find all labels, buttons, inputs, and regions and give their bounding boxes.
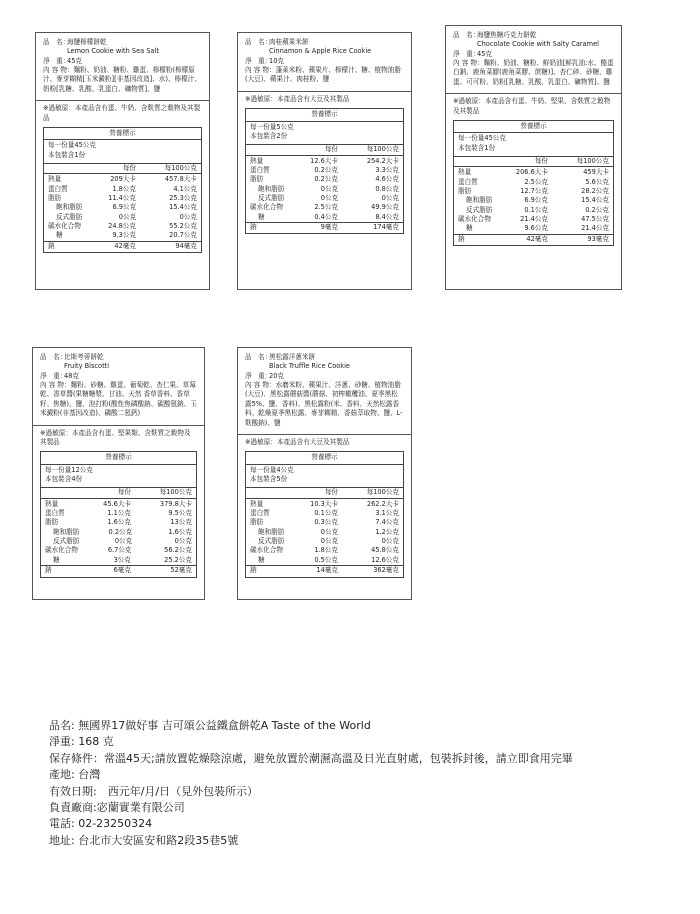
field-label: ※過敏原： xyxy=(245,94,277,103)
field-label: 淨 重： xyxy=(43,56,70,65)
field-label: 品 名： xyxy=(43,38,70,46)
nutrition-row xyxy=(246,194,403,203)
nutrition-row xyxy=(454,196,613,205)
nutrition-header xyxy=(41,488,196,498)
nutrition-table xyxy=(40,451,197,577)
nutrient-name: 熱量 xyxy=(48,175,62,184)
nutrition-row xyxy=(246,500,403,509)
field-label: 淨 重： xyxy=(245,371,272,380)
nutrition-title: 營養標示 xyxy=(44,128,201,140)
per-serving-value: 0.3公克 xyxy=(314,518,338,527)
nutrient-name: 飽和脂肪 xyxy=(56,203,83,212)
product-name-en: Chocolate Cookie with Salty Caramel xyxy=(477,40,599,49)
nutrient-name: 糖 xyxy=(258,555,265,564)
nutrition-row xyxy=(246,166,403,175)
nutrition-title: 營養標示 xyxy=(246,109,403,121)
footer-company: 負責廠商:宓蘭實業有限公司 xyxy=(49,801,185,815)
ingredients xyxy=(40,381,197,418)
nutrition-table xyxy=(43,127,202,253)
field-label: 內 容 物： xyxy=(245,66,276,75)
nutrient-name: 蛋白質 xyxy=(48,184,68,193)
nutrient-name: 脂肪 xyxy=(45,518,59,527)
per-serving-value: 11.4公克 xyxy=(108,194,136,203)
serving-info xyxy=(246,122,403,146)
nutrition-header xyxy=(246,488,403,498)
nutrition-row xyxy=(454,206,613,215)
ingredients xyxy=(245,381,404,428)
product-name-zh: 黑松露洋蔥米餅 xyxy=(269,353,316,361)
nutrient-name: 蛋白質 xyxy=(45,509,65,518)
nutrient-name: 熱量 xyxy=(458,168,472,177)
per-100g-value: 4.1公克 xyxy=(173,184,197,193)
nutrition-header xyxy=(454,157,613,167)
per-100g-value: 4.6公克 xyxy=(375,175,399,184)
nutrition-row xyxy=(246,213,403,222)
field-label: 淨 重： xyxy=(40,371,67,380)
per-serving-value: 9毫克 xyxy=(320,223,338,232)
nutrient-name: 熱量 xyxy=(250,156,264,165)
net-weight-row xyxy=(245,372,404,381)
serving-info xyxy=(454,133,613,157)
serving-size: 每一份量12公克 xyxy=(45,465,93,474)
footer-address: 地址: 台北市大安區安和路2段35巷5號 xyxy=(49,833,239,847)
servings-per-package: 本包裝含1份 xyxy=(458,143,496,152)
nutrient-name: 熱量 xyxy=(45,499,59,508)
per-100g-value: 0.8公克 xyxy=(375,184,399,193)
per-100g-value: 47.5公克 xyxy=(581,215,609,224)
per-serving-value: 209大卡 xyxy=(110,175,136,184)
per-serving-value: 3公克 xyxy=(113,555,131,564)
nutrient-name: 脂肪 xyxy=(250,518,264,527)
field-label: 品 名： xyxy=(245,38,272,46)
nutrient-name: 反式脂肪 xyxy=(53,537,80,546)
nutrition-rows xyxy=(246,156,403,234)
product-label-5 xyxy=(237,347,412,600)
ingredients-text: 麵粉、奶油、糖粉、鮮奶油[鮮乳油:水、酪蛋白鈉、鹿角菜膠(鹿角菜膠、蔗糖)]、杏仁碎、砂糖、雞蛋、可可粉、奶粉[乳糖、乳酸、乳蛋白、礦物質]、鹽 xyxy=(453,59,614,86)
per-serving-value: 6.9公克 xyxy=(112,203,137,212)
nutrition-row xyxy=(41,528,196,537)
per-serving-value: 42毫克 xyxy=(114,241,136,250)
nutrient-name: 糖 xyxy=(258,212,265,221)
nutrition-row xyxy=(246,222,403,232)
per-serving-header: 每份 xyxy=(122,163,136,172)
per-serving-value: 6.9公克 xyxy=(524,196,548,205)
nutrient-name: 碳水化合物 xyxy=(458,215,491,224)
nutrition-title: 營養標示 xyxy=(246,452,403,464)
per-100g-value: 174毫克 xyxy=(373,223,399,232)
product-name-en: Black Truffle Rice Cookie xyxy=(269,362,350,371)
per-100g-value: 15.4公克 xyxy=(581,196,609,205)
nutrient-name: 糖 xyxy=(466,224,473,233)
nutrition-row xyxy=(41,500,196,509)
net-weight: 10克 xyxy=(269,56,284,65)
per-serving-value: 0公克 xyxy=(118,212,137,221)
nutrition-row xyxy=(246,546,403,555)
per-100g-header: 每100公克 xyxy=(366,488,399,497)
per-100g-value: 20.7公克 xyxy=(169,231,197,240)
footer-storage: 保存條件：常溫45天;請放置乾燥陰涼處，避免放置於潮濕高溫及日光直射處，包裝拆封後，請立即食用完畢 xyxy=(49,751,573,765)
nutrition-row xyxy=(246,509,403,518)
per-100g-header: 每100公克 xyxy=(159,488,192,497)
nutrition-rows xyxy=(246,499,403,577)
net-weight: 48克 xyxy=(64,371,79,380)
nutrient-name: 糖 xyxy=(56,231,63,240)
per-serving-value: 0公克 xyxy=(320,537,339,546)
footer-phone: 電話: 02-23250324 xyxy=(49,817,153,831)
per-serving-value: 0.1公克 xyxy=(314,509,338,518)
product-name-row xyxy=(40,353,197,362)
allergen-text: 本產品含有蛋、牛奶、含麩質之穀物及其製品 xyxy=(43,104,201,122)
per-100g-value: 3.1公克 xyxy=(375,509,399,518)
field-label: 內 容 物： xyxy=(40,381,71,390)
nutrition-header xyxy=(44,164,201,174)
per-serving-header: 每份 xyxy=(534,156,548,165)
net-weight: 45克 xyxy=(67,56,82,65)
nutrition-row xyxy=(44,241,201,251)
per-serving-header: 每份 xyxy=(324,488,338,497)
allergen-warning xyxy=(245,95,404,104)
nutrient-name: 碳水化合物 xyxy=(250,546,283,555)
nutrient-name: 脂肪 xyxy=(48,194,62,203)
nutrient-name: 蛋白質 xyxy=(250,509,270,518)
per-serving-value: 0.4公克 xyxy=(314,212,338,221)
nutrition-row xyxy=(246,565,403,575)
nutrient-name: 蛋白質 xyxy=(458,177,478,186)
per-100g-value: 5.6公克 xyxy=(585,177,609,186)
serving-size: 每一份量4公克 xyxy=(250,465,294,474)
per-serving-value: 2.5公克 xyxy=(524,177,548,186)
servings-per-package: 本包裝含5份 xyxy=(250,474,288,483)
divider xyxy=(238,91,411,92)
per-serving-value: 10.3大卡 xyxy=(310,499,338,508)
field-label: 品 名： xyxy=(453,31,480,39)
nutrition-row xyxy=(41,556,196,565)
nutrient-name: 鈉 xyxy=(45,566,52,575)
field-label: 淨 重： xyxy=(453,49,480,58)
per-100g-value: 25.3公克 xyxy=(169,194,197,203)
per-100g-value: 262.2大卡 xyxy=(366,499,399,508)
nutrient-name: 鈉 xyxy=(48,241,55,250)
per-100g-value: 0公克 xyxy=(381,194,399,203)
per-serving-value: 0公克 xyxy=(320,184,339,193)
nutrient-name: 鈉 xyxy=(458,234,465,243)
per-100g-value: 21.4公克 xyxy=(581,224,609,233)
nutrition-row xyxy=(246,518,403,527)
allergen-warning xyxy=(40,429,197,448)
per-100g-value: 8.4公克 xyxy=(375,212,399,221)
per-100g-value: 9.5公克 xyxy=(168,509,192,518)
per-100g-value: 49.9公克 xyxy=(371,203,399,212)
nutrition-row xyxy=(44,194,201,203)
product-name-en: Cinnamon & Apple Rice Cookie xyxy=(269,47,372,56)
per-100g-value: 13公克 xyxy=(170,518,192,527)
field-label: 品 名： xyxy=(245,353,272,361)
allergen-warning xyxy=(453,97,614,116)
nutrition-row xyxy=(454,187,613,196)
nutrient-name: 反式脂肪 xyxy=(56,212,83,221)
nutrition-row xyxy=(41,546,196,555)
product-name-zh: 海鹽焦糖巧克力餅乾 xyxy=(477,31,537,39)
field-label: ※過敏原： xyxy=(453,97,485,106)
nutrition-row xyxy=(44,203,201,212)
ingredients xyxy=(453,59,614,87)
per-100g-value: 52毫克 xyxy=(170,566,192,575)
per-serving-value: 2.5公克 xyxy=(314,203,338,212)
nutrition-row xyxy=(246,203,403,212)
product-label-4 xyxy=(32,347,205,600)
field-label: ※過敏原： xyxy=(245,437,277,446)
nutrition-rows xyxy=(44,174,201,252)
ingredients-text: 蓬萊米粉、蘋果片、檸檬汁、糖、植物油脂(大豆)、蘋果汁、肉桂粉、鹽 xyxy=(245,66,401,84)
per-100g-header: 每100公克 xyxy=(576,156,609,165)
nutrient-name: 飽和脂肪 xyxy=(53,527,80,536)
per-100g-value: 1.6公克 xyxy=(168,527,192,536)
divider xyxy=(446,93,621,94)
per-serving-value: 1.6公克 xyxy=(107,518,131,527)
product-footer xyxy=(49,718,573,849)
per-100g-value: 28.2公克 xyxy=(581,187,609,196)
allergen-text: 本產品含有蛋、牛奶、堅果、含麩質之穀物及其製品 xyxy=(453,97,611,115)
nutrient-name: 反式脂肪 xyxy=(258,537,285,546)
nutrition-row xyxy=(41,518,196,527)
nutrition-row xyxy=(246,528,403,537)
per-100g-header: 每100公克 xyxy=(164,163,197,172)
per-100g-value: 254.2大卡 xyxy=(366,156,399,165)
footer-expiry: 有效日期: 西元年/月/日（見外包裝所示） xyxy=(49,784,259,798)
field-label: 內 容 物： xyxy=(453,59,484,68)
divider xyxy=(238,434,411,435)
product-name-row xyxy=(453,31,614,40)
servings-per-package: 本包裝含2份 xyxy=(250,131,288,140)
nutrient-name: 鈉 xyxy=(250,223,257,232)
nutrient-name: 鈉 xyxy=(250,566,257,575)
nutrition-rows xyxy=(41,499,196,577)
divider xyxy=(33,425,204,426)
footer-origin: 產地: 台灣 xyxy=(49,768,101,782)
per-100g-value: 56.2公克 xyxy=(164,546,192,555)
serving-info xyxy=(246,465,403,489)
product-name-row xyxy=(245,353,404,362)
nutrient-name: 反式脂肪 xyxy=(466,205,493,214)
per-serving-value: 6.7公克 xyxy=(107,546,132,555)
nutrient-name: 飽和脂肪 xyxy=(258,527,285,536)
per-serving-value: 45.6大卡 xyxy=(103,499,131,508)
per-100g-value: 25.2公克 xyxy=(164,555,192,564)
product-label-3 xyxy=(445,25,622,290)
nutrition-row xyxy=(454,178,613,187)
per-serving-header: 每份 xyxy=(117,488,131,497)
nutrition-row xyxy=(44,185,201,194)
allergen-text: 本產品含有大豆及其製品 xyxy=(276,94,350,103)
footer-name: 品名: 無國界17做好事 吉可頌公益鐵盒餅乾A Taste of the World xyxy=(49,719,371,732)
per-serving-value: 0.2公克 xyxy=(108,527,133,536)
per-serving-value: 9.6公克 xyxy=(524,224,548,233)
nutrition-row xyxy=(44,213,201,222)
nutrient-name: 脂肪 xyxy=(250,175,264,184)
per-100g-value: 12.6公克 xyxy=(371,555,399,564)
footer-weight: 淨重: 168 克 xyxy=(49,735,114,749)
net-weight-row xyxy=(40,372,197,381)
nutrition-table xyxy=(245,451,404,577)
per-serving-value: 0.1公克 xyxy=(524,205,548,214)
nutrient-name: 碳水化合物 xyxy=(48,222,81,231)
per-100g-value: 15.4公克 xyxy=(169,203,197,212)
per-serving-value: 206.6大卡 xyxy=(515,168,548,177)
nutrient-name: 碳水化合物 xyxy=(45,546,78,555)
product-label-2 xyxy=(237,32,412,290)
nutrition-header xyxy=(246,145,403,155)
nutrition-title: 營養標示 xyxy=(41,452,196,464)
per-100g-value: 45.8公克 xyxy=(371,546,399,555)
per-100g-value: 7.4公克 xyxy=(375,518,399,527)
ingredients-text: 麵粉、砂糖、雞蛋、葡萄乾、杏仁果、草莓乾、香草醬(果糖糖漿、甘油、天然 香草香料、香草籽、焦糖)、鹽、泡打粉(酸性焦磷酸鈉、碳酸氫鈉、玉米澱粉(非基因改造)、磷酸二氫鈣) xyxy=(40,381,197,418)
nutrient-name: 蛋白質 xyxy=(250,165,270,174)
allergen-warning xyxy=(245,438,404,447)
nutrient-name: 糖 xyxy=(53,555,60,564)
nutrition-row xyxy=(454,168,613,177)
net-weight: 45克 xyxy=(477,49,492,58)
per-serving-value: 0.5公克 xyxy=(314,555,338,564)
nutrition-row xyxy=(44,231,201,240)
ingredients-text: 麵粉、奶油、糖粉、雞蛋、檸檬粉(檸檬原汁、麥芽糊精[玉米澱粉][非基因改造]、水)、檸檬汁、奶粉[乳糖、乳酸、乳蛋白、礦物質]、鹽 xyxy=(43,66,201,93)
serving-size: 每一份量45公克 xyxy=(48,141,96,150)
per-100g-value: 459大卡 xyxy=(583,168,609,177)
nutrition-table xyxy=(245,108,404,234)
per-serving-value: 24.8公克 xyxy=(108,222,136,231)
per-serving-value: 12.6大卡 xyxy=(310,156,338,165)
per-serving-value: 6毫克 xyxy=(113,566,131,575)
field-label: 品 名： xyxy=(40,353,67,361)
per-100g-value: 1.2公克 xyxy=(375,527,399,536)
per-serving-value: 14毫克 xyxy=(316,566,338,575)
per-100g-value: 379.8大卡 xyxy=(159,499,192,508)
divider xyxy=(36,100,209,101)
per-100g-header: 每100公克 xyxy=(366,145,399,154)
ingredients xyxy=(43,66,202,94)
ingredients-text: 水磨米粉、蘋果汁、洋蔥、砂糖、植物油脂(大豆)、黑松露蘑菇醬(蘑菇、初榨橄欖油、夏季黑松露5%、鹽、香料)、黑松露粉(米、香料、天然松露香料、乾燥夏季黑松露、麥芽糊精、香菇萃取物、鹽、L-麩酸鈉)、鹽 xyxy=(245,381,403,427)
product-name-row xyxy=(245,38,404,47)
per-serving-value: 0公克 xyxy=(320,527,339,536)
per-serving-value: 0.2公克 xyxy=(314,175,338,184)
per-100g-value: 55.2公克 xyxy=(169,222,197,231)
nutrient-name: 飽和脂肪 xyxy=(258,184,285,193)
field-label: 內 容 物： xyxy=(43,66,74,75)
net-weight: 20克 xyxy=(269,371,284,380)
per-serving-value: 12.7公克 xyxy=(520,187,548,196)
nutrition-row xyxy=(454,224,613,233)
per-serving-value: 21.4公克 xyxy=(520,215,548,224)
nutrient-name: 脂肪 xyxy=(458,187,472,196)
per-100g-value: 0公克 xyxy=(381,537,399,546)
nutrient-name: 熱量 xyxy=(250,499,264,508)
nutrition-row xyxy=(454,234,613,244)
per-100g-value: 93毫克 xyxy=(587,234,609,243)
per-100g-value: 457.8大卡 xyxy=(164,175,197,184)
product-name-zh: 肉桂蘋果米餅 xyxy=(269,38,309,46)
per-serving-value: 1.8公克 xyxy=(314,546,338,555)
net-weight-row xyxy=(43,57,202,66)
per-100g-value: 0.2公克 xyxy=(585,205,609,214)
per-serving-value: 42毫克 xyxy=(526,234,548,243)
per-100g-value: 3.3公克 xyxy=(375,165,399,174)
product-name-zh: 海鹽檸檬餅乾 xyxy=(67,38,107,46)
per-100g-value: 0公克 xyxy=(174,537,192,546)
field-label: ※過敏原： xyxy=(43,104,75,113)
ingredients xyxy=(245,66,404,85)
product-name-row xyxy=(43,38,202,47)
allergen-text: 本產品含有蛋、堅果類、含麩質之穀物及其製品 xyxy=(40,428,191,446)
net-weight-row xyxy=(245,57,404,66)
nutrition-rows xyxy=(454,167,613,245)
product-name-en: Fruity Biscotti xyxy=(64,362,110,371)
product-name-zh: 比斯考蒂餅乾 xyxy=(64,353,104,361)
per-serving-value: 1.1公克 xyxy=(107,509,131,518)
nutrient-name: 飽和脂肪 xyxy=(466,196,493,205)
nutrition-row xyxy=(246,556,403,565)
nutrition-row xyxy=(41,509,196,518)
per-100g-value: 362毫克 xyxy=(373,566,399,575)
nutrient-name: 碳水化合物 xyxy=(250,203,283,212)
per-serving-value: 0公克 xyxy=(114,537,133,546)
nutrition-row xyxy=(246,175,403,184)
nutrition-row xyxy=(41,565,196,575)
per-serving-header: 每份 xyxy=(324,145,338,154)
allergen-warning xyxy=(43,104,202,123)
per-100g-value: 0公克 xyxy=(179,212,197,221)
per-serving-value: 9.3公克 xyxy=(112,231,136,240)
serving-size: 每一份量5公克 xyxy=(250,122,294,131)
field-label: ※過敏原： xyxy=(40,428,72,437)
nutrition-row xyxy=(246,157,403,166)
per-serving-value: 0.2公克 xyxy=(314,165,338,174)
nutrient-name: 反式脂肪 xyxy=(258,194,285,203)
nutrition-title: 營養標示 xyxy=(454,121,613,133)
net-weight-row xyxy=(453,50,614,59)
field-label: 內 容 物： xyxy=(245,381,276,390)
product-name-en: Lemon Cookie with Sea Salt xyxy=(67,47,159,56)
field-label: 淨 重： xyxy=(245,56,272,65)
per-serving-value: 0公克 xyxy=(320,194,339,203)
serving-size: 每一份量45公克 xyxy=(458,134,506,143)
servings-per-package: 本包裝含1份 xyxy=(48,150,86,159)
serving-info xyxy=(44,140,201,164)
nutrition-row xyxy=(246,185,403,194)
allergen-text: 本產品含有大豆及其製品 xyxy=(276,437,350,446)
servings-per-package: 本包裝含4份 xyxy=(45,474,83,483)
per-100g-value: 94毫克 xyxy=(175,241,197,250)
nutrition-row xyxy=(44,175,201,184)
per-serving-value: 1.8公克 xyxy=(112,184,136,193)
product-label-1 xyxy=(35,32,210,290)
nutrition-table xyxy=(453,120,614,246)
serving-info xyxy=(41,465,196,489)
